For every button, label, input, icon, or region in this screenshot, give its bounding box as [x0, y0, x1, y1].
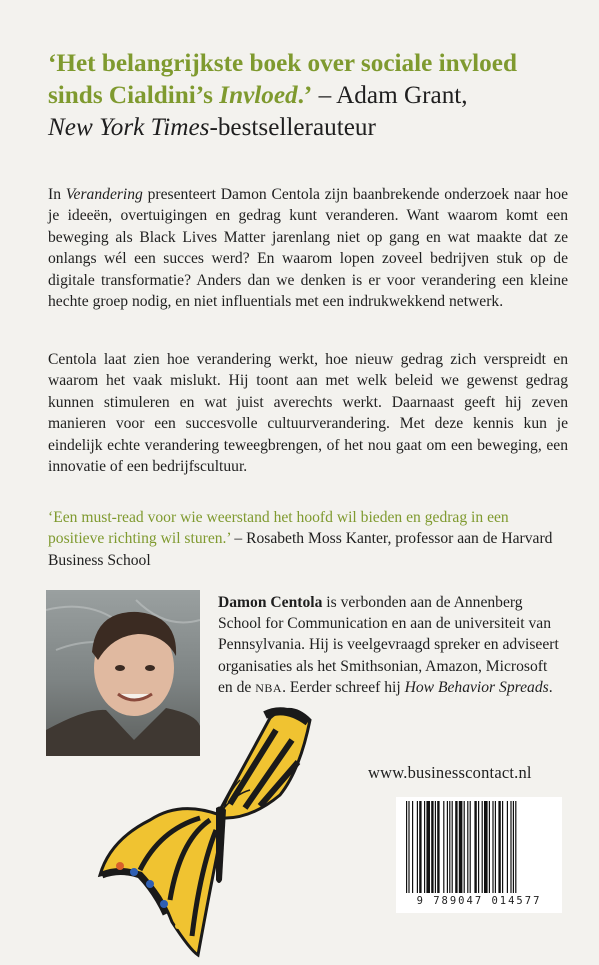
- mid-quote-text: ‘Een must-read voor wie weerstand het hoofd wil bieden en gedrag in een positieve richting wil sturen.’: [48, 509, 509, 548]
- barcode-bar: [449, 801, 450, 893]
- barcode-bar: [482, 801, 483, 893]
- barcode-bar: [452, 801, 453, 893]
- description-paragraph-2: Centola laat zien hoe verandering werkt, hoe nieuw gedrag zich verspreidt en waarom het vaak mislukt. Hij toont aan met welk beleid we gewenst gedrag kunnen stimuleren en wat juist averechts werkt. Daarnaast geeft hij zeven manieren voor een succesvolle cultuurverandering. Met deze kennis kun je eindelijk echte verandering teweegbrengen, of het nou gaat om een beweging, een innovatie of een bedrijfscultuur.: [48, 351, 568, 476]
- butterfly-icon: [80, 700, 360, 960]
- barcode-bar: [495, 801, 496, 893]
- barcode-bar: [435, 801, 436, 893]
- barcode-bar: [510, 801, 511, 893]
- mid-quote: [48, 507, 568, 571]
- top-quote-attribution-suffix: -bestsellerauteur: [209, 114, 376, 141]
- paragraph1-lead: In: [48, 186, 66, 203]
- barcode-bar: [464, 801, 465, 893]
- paragraph1-book-title: Verandering: [65, 186, 143, 203]
- bio-nba: NBA: [255, 680, 283, 695]
- barcode-bar: [417, 801, 418, 893]
- bio-text-2: . Eerder schreef hij: [282, 678, 405, 696]
- butterfly-illustration: [80, 700, 360, 965]
- barcode-bar: [447, 801, 448, 893]
- top-quote-close: .’: [297, 82, 313, 109]
- barcode-bar: [406, 801, 407, 893]
- barcode-bar: [437, 801, 439, 893]
- barcode-bar: [515, 801, 516, 893]
- mid-quote-attribution: – Rosabeth Moss Kanter, professor aan de Harvard Business School: [48, 530, 553, 569]
- barcode-bar: [467, 801, 468, 893]
- barcode-bar: [431, 801, 433, 893]
- top-quote-book-title: Invloed: [219, 82, 298, 109]
- barcode-bar: [489, 801, 490, 893]
- barcode-bar: [498, 801, 500, 893]
- paragraph1-body: presenteert Damon Centola zijn baanbrekende onderzoek naar hoe je ideeën, overtuigingen en gedrag kunt veranderen. Want waarom komt een beweging als Black Lives Matter jarenlang niet op gang en wat maakte dat ze onlangs wél een succes werd? En waarom lopen zoveel bedrijven stuk op de digitale transformatie? Anders dan we denken is er voor verandering een kleine hechte groep nodig, en niet influentials met een indrukwekkend netwerk.: [48, 186, 569, 311]
- publisher-website: www.businesscontact.nl: [368, 763, 532, 782]
- barcode-bar: [426, 801, 430, 893]
- barcode-bar: [455, 801, 457, 893]
- barcode-bar: [459, 801, 463, 893]
- barcode-bar: [470, 801, 471, 893]
- barcode-bar: [507, 801, 508, 893]
- barcode-bar: [513, 801, 514, 893]
- isbn-barcode: [396, 797, 562, 913]
- barcode-bar: [408, 801, 409, 893]
- barcode-bar: [424, 801, 425, 893]
- top-quote: [48, 48, 568, 144]
- isbn-number: 9 789047 014577: [416, 895, 542, 907]
- barcode-bar: [478, 801, 479, 893]
- bio-book-title: How Behavior Spreads: [404, 678, 549, 696]
- barcode-bar: [443, 801, 444, 893]
- barcode-bar: [419, 801, 421, 893]
- author-bio: [218, 592, 564, 699]
- barcode-bar: [484, 801, 488, 893]
- top-quote-publication: New York Times: [48, 114, 210, 141]
- barcode-bar: [474, 801, 476, 893]
- barcode-bar: [492, 801, 493, 893]
- barcode-bar: [502, 801, 503, 893]
- barcode-bar: [412, 801, 413, 893]
- top-quote-open: ‘Het belangrijkste boek over sociale invloed sinds Cialdini’s: [48, 50, 517, 109]
- author-name: Damon Centola: [218, 594, 323, 611]
- description-paragraph-1: [48, 184, 568, 312]
- bio-end: .: [548, 678, 553, 696]
- top-quote-attribution-name: – Adam Grant,: [312, 82, 468, 109]
- bio-text-1: is verbonden aan de Annenberg School for Communication en aan de universiteit van Pennsylvania. Hij is veelgevraagd spreker en adviseert organisaties als het Smithsonian, Amazon, Microsoft en de: [218, 594, 559, 696]
- barcode-bars: [404, 801, 554, 893]
